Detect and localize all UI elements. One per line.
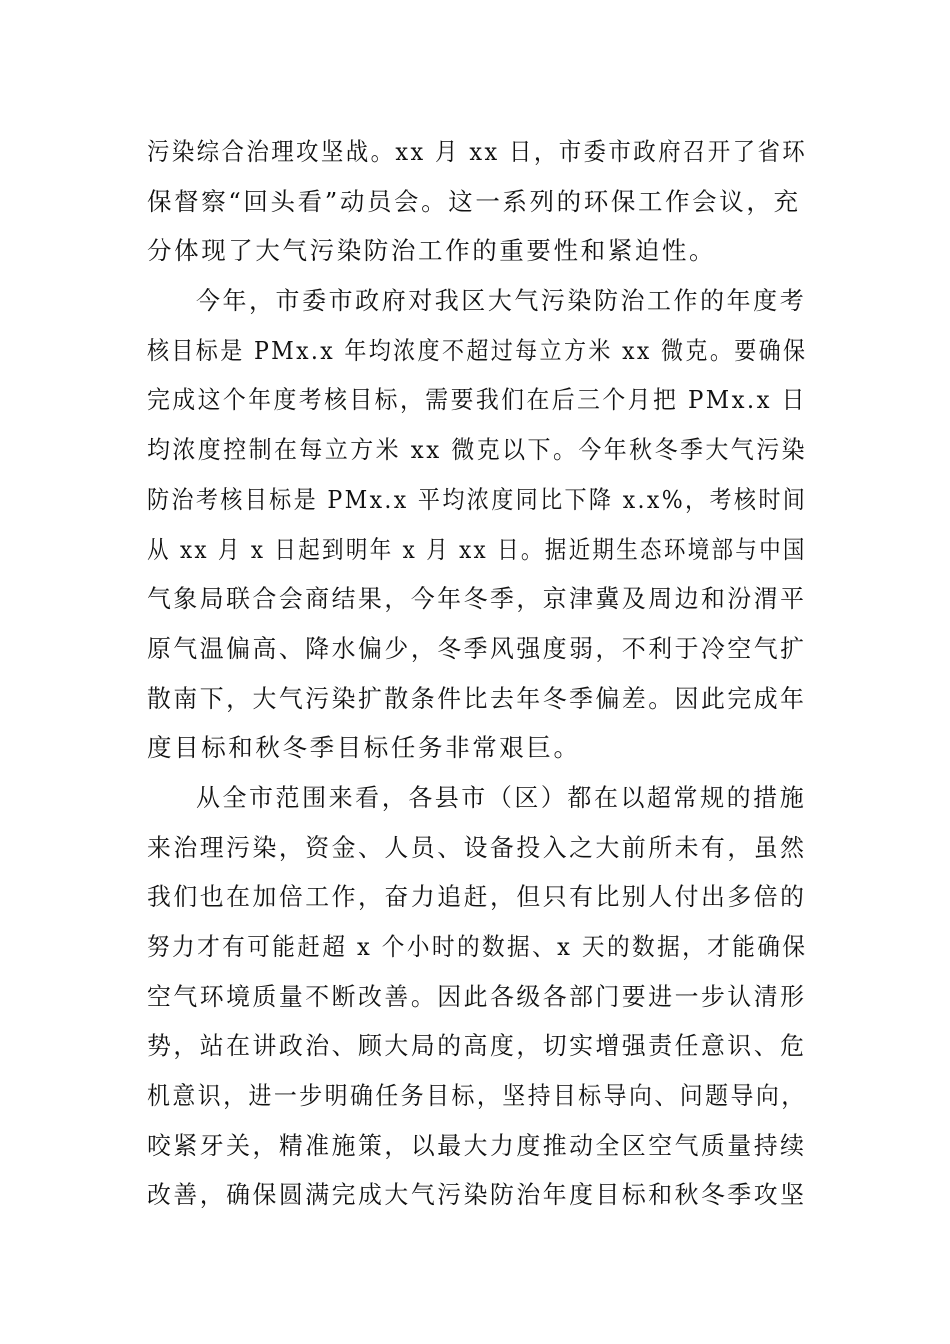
text-line: 机意识，进一步明确任务目标，坚持目标导向、问题导向， (147, 1081, 807, 1111)
text-line: 从 xx 月 x 日起到明年 x 月 xx 日。据近期生态环境部与中国 (147, 534, 807, 564)
paragraph-first-line: 从全市范围来看，各县市（区）都在以超常规的措施 (195, 782, 807, 812)
text-line: 改善，确保圆满完成大气污染防治年度目标和秋冬季攻坚 (147, 1180, 807, 1210)
text-line: 保督察“回头看”动员会。这一系列的环保工作会议，充 (147, 186, 801, 216)
document-body (147, 127, 807, 1220)
text-line: 原气温偏高、降水偏少，冬季风强度弱，不利于冷空气扩 (147, 633, 807, 663)
text-line: 努力才有可能赶超 x 个小时的数据、x 天的数据，才能确保 (147, 932, 808, 961)
text-line: 散南下，大气污染扩散条件比去年冬季偏差。因此完成年 (147, 683, 807, 713)
text-line: 势，站在讲政治、顾大局的高度，切实增强责任意识、危 (147, 1031, 807, 1061)
text-line: 完成这个年度考核目标，需要我们在后三个月把 PMx.x 日 (147, 385, 807, 415)
text-line: 污染综合治理攻坚战。xx 月 xx 日，市委市政府召开了省环 (147, 137, 808, 166)
text-line: 核目标是 PMx.x 年均浓度不超过每立方米 xx 微克。要确保 (147, 335, 808, 365)
text-line: 分体现了大气污染防治工作的重要性和紧迫性。 (147, 236, 717, 266)
text-line: 咬紧牙关，精准施策，以最大力度推动全区空气质量持续 (147, 1130, 807, 1160)
text-line: 空气环境质量不断改善。因此各级各部门要进一步认清形 (147, 981, 807, 1011)
text-line: 均浓度控制在每立方米 xx 微克以下。今年秋冬季大气污染 (147, 435, 808, 465)
text-line: 我们也在加倍工作，奋力追赶，但只有比别人付出多倍的 (147, 882, 807, 912)
text-line: 度目标和秋冬季目标任务非常艰巨。 (147, 733, 581, 763)
text-line: 防治考核目标是 PMx.x 平均浓度同比下降 x.x%，考核时间 (147, 484, 808, 514)
text-line: 气象局联合会商结果，今年冬季，京津冀及周边和汾渭平 (147, 584, 807, 614)
paragraph-first-line: 今年，市委市政府对我区大气污染防治工作的年度考 (195, 286, 807, 316)
text-line: 来治理污染，资金、人员、设备投入之大前所未有，虽然 (147, 832, 807, 862)
